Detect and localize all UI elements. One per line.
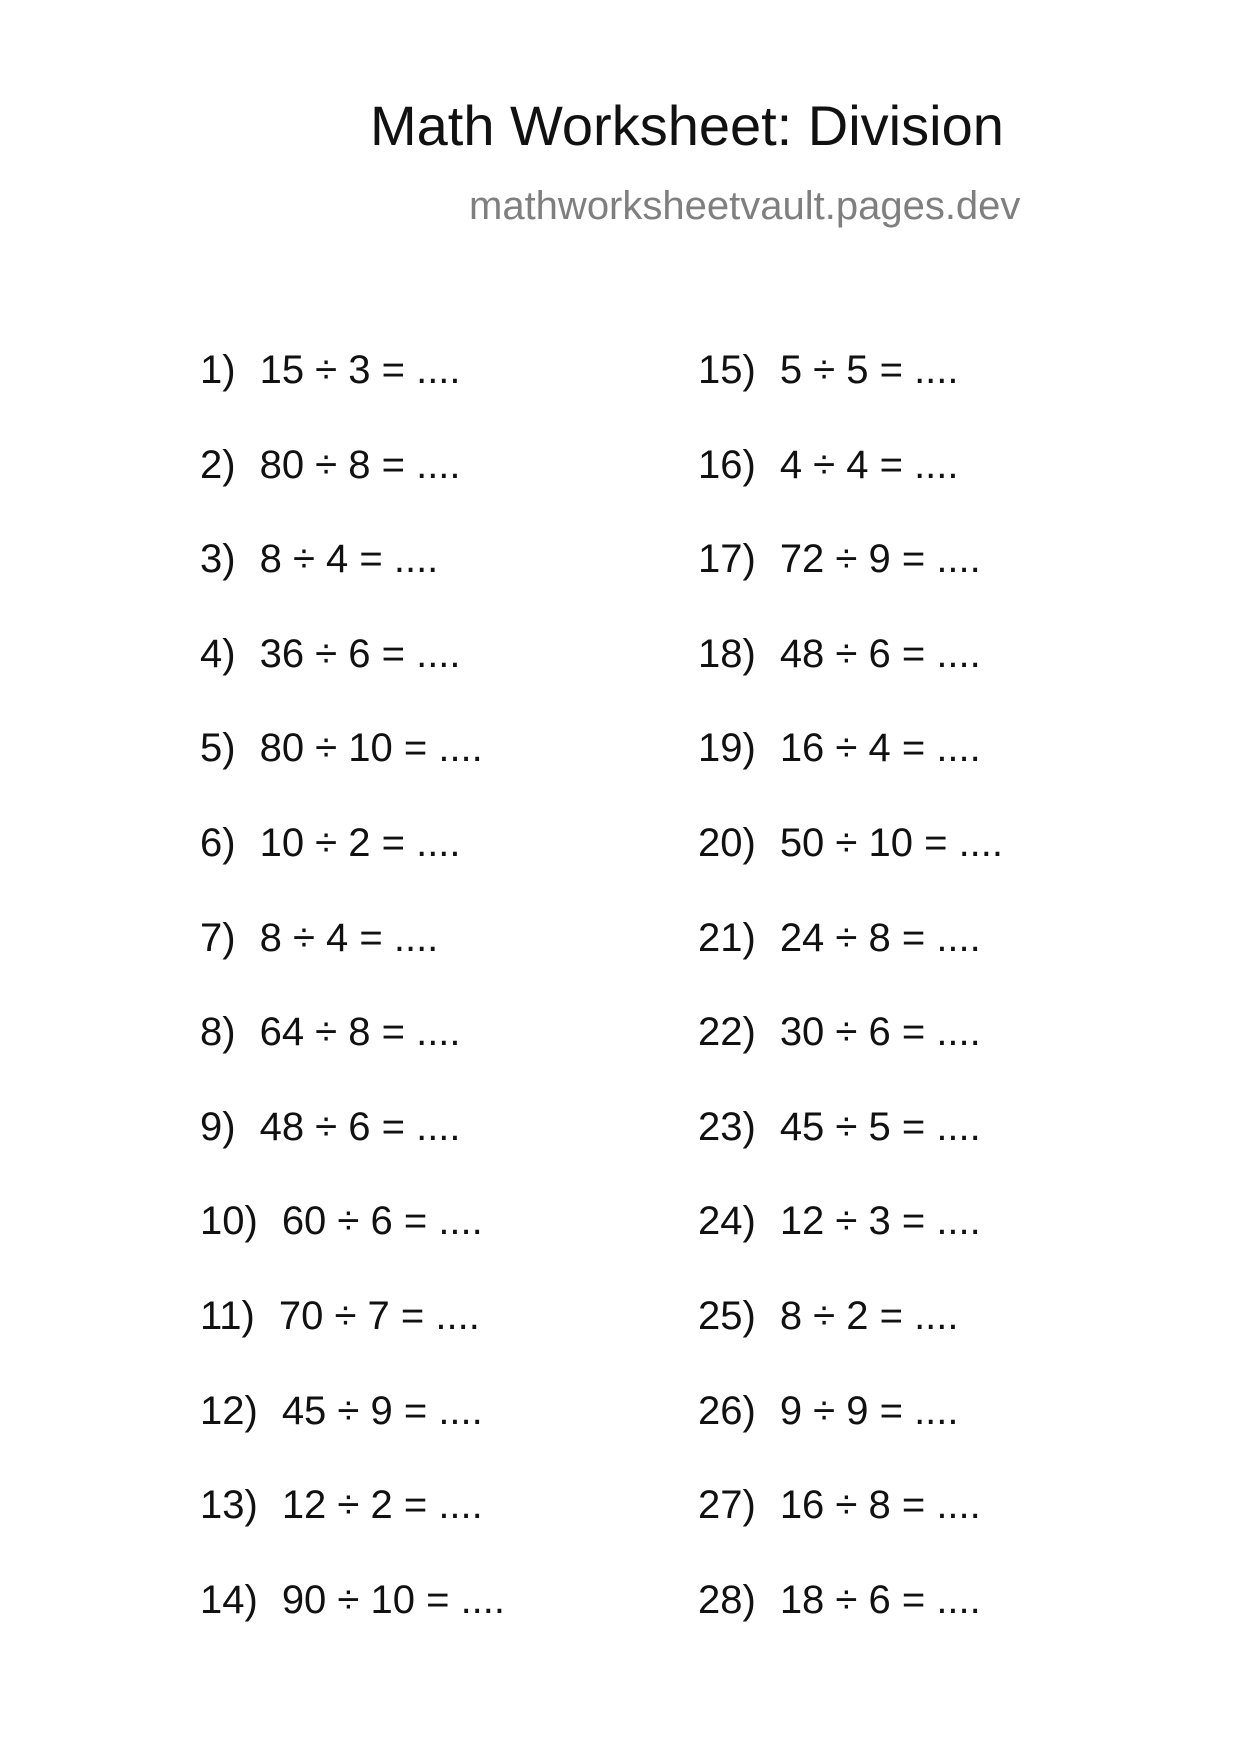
problem-19 <box>698 728 1003 823</box>
problem-expression: 18 ÷ 6 = .... <box>779 1577 981 1622</box>
problem-1 <box>200 350 505 445</box>
problem-expression: 16 ÷ 4 = .... <box>779 726 981 771</box>
problem-expression: 80 ÷ 10 = .... <box>259 726 483 771</box>
problem-expression: 12 ÷ 3 = .... <box>779 1199 981 1244</box>
problem-18 <box>698 631 1003 729</box>
problem-expression: 45 ÷ 9 = .... <box>281 1388 483 1433</box>
problem-expression: 15 ÷ 3 = .... <box>259 348 461 392</box>
problem-6 <box>200 820 505 918</box>
problem-10 <box>200 1201 505 1296</box>
problem-21 <box>698 915 1003 1013</box>
problem-16 <box>698 442 1003 540</box>
problem-expression: 12 ÷ 2 = .... <box>281 1483 483 1528</box>
problem-number: 20) <box>698 820 756 865</box>
problem-number: 6) <box>200 820 236 865</box>
problem-expression: 8 ÷ 4 = .... <box>259 537 439 582</box>
problem-13 <box>200 1485 505 1580</box>
problem-11 <box>200 1293 505 1391</box>
problem-20 <box>698 820 1004 918</box>
problem-expression: 4 ÷ 4 = .... <box>779 442 959 487</box>
problem-number: 10) <box>200 1199 258 1244</box>
problem-number: 27) <box>698 1483 756 1528</box>
problem-number: 25) <box>698 1293 756 1338</box>
problem-number: 11) <box>200 1293 255 1338</box>
problem-expression: 5 ÷ 5 = .... <box>779 348 959 392</box>
problem-column-right <box>698 350 1003 1674</box>
problem-17 <box>698 539 1003 634</box>
problem-expression: 30 ÷ 6 = .... <box>779 1010 981 1055</box>
problem-15 <box>698 350 1003 445</box>
problem-number: 18) <box>698 631 756 676</box>
problem-23 <box>698 1104 1003 1202</box>
problem-12 <box>200 1388 505 1486</box>
problem-8 <box>200 1012 505 1107</box>
problem-expression: 90 ÷ 10 = .... <box>281 1577 506 1622</box>
problem-number: 22) <box>698 1010 756 1055</box>
problem-number: 28) <box>698 1577 756 1622</box>
problem-expression: 36 ÷ 6 = .... <box>259 631 461 676</box>
problem-column-left <box>200 350 505 1674</box>
problem-number: 23) <box>698 1104 756 1149</box>
problem-expression: 8 ÷ 2 = .... <box>779 1293 959 1338</box>
problem-26 <box>698 1388 1003 1486</box>
problem-3 <box>200 539 505 634</box>
problem-expression: 45 ÷ 5 = .... <box>779 1104 981 1149</box>
problem-expression: 48 ÷ 6 = .... <box>779 631 981 676</box>
problem-expression: 10 ÷ 2 = .... <box>259 820 461 865</box>
problem-25 <box>698 1293 1003 1391</box>
problem-number: 3) <box>200 537 236 582</box>
problem-number: 7) <box>200 915 236 960</box>
problem-number: 24) <box>698 1199 756 1244</box>
problem-number: 21) <box>698 915 756 960</box>
problem-expression: 16 ÷ 8 = .... <box>779 1483 981 1528</box>
problem-expression: 8 ÷ 4 = .... <box>259 915 439 960</box>
problem-expression: 24 ÷ 8 = .... <box>779 915 981 960</box>
problem-expression: 48 ÷ 6 = .... <box>259 1104 461 1149</box>
problem-7 <box>200 915 505 1013</box>
problem-number: 9) <box>200 1104 236 1149</box>
problem-number: 12) <box>200 1388 258 1433</box>
problem-2 <box>200 442 505 540</box>
problem-expression: 64 ÷ 8 = .... <box>259 1010 461 1055</box>
problem-number: 14) <box>200 1577 258 1622</box>
problem-expression: 60 ÷ 6 = .... <box>281 1199 483 1244</box>
problem-expression: 9 ÷ 9 = .... <box>779 1388 959 1433</box>
problem-4 <box>200 631 505 729</box>
problem-number: 4) <box>200 631 236 676</box>
problem-number: 15) <box>698 348 756 392</box>
problem-9 <box>200 1104 505 1202</box>
problem-number: 19) <box>698 726 756 771</box>
problem-24 <box>698 1201 1003 1296</box>
problem-22 <box>698 1012 1003 1107</box>
problem-5 <box>200 728 505 823</box>
problem-number: 2) <box>200 442 236 487</box>
problem-27 <box>698 1485 1003 1580</box>
problem-number: 26) <box>698 1388 756 1433</box>
problem-number: 17) <box>698 537 756 582</box>
problem-expression: 70 ÷ 7 = .... <box>278 1293 480 1338</box>
problem-number: 13) <box>200 1483 258 1528</box>
problem-expression: 72 ÷ 9 = .... <box>779 537 981 582</box>
problem-number: 8) <box>200 1010 236 1055</box>
problem-number: 1) <box>200 348 236 392</box>
problem-expression: 80 ÷ 8 = .... <box>259 442 461 487</box>
problem-number: 16) <box>698 442 756 487</box>
problem-number: 5) <box>200 726 236 771</box>
problem-14 <box>200 1577 506 1675</box>
page-title: Math Worksheet: Division <box>370 94 1004 157</box>
problem-expression: 50 ÷ 10 = .... <box>779 820 1004 865</box>
problem-28 <box>698 1577 1003 1675</box>
source-url: mathworksheetvault.pages.dev <box>469 184 1021 228</box>
